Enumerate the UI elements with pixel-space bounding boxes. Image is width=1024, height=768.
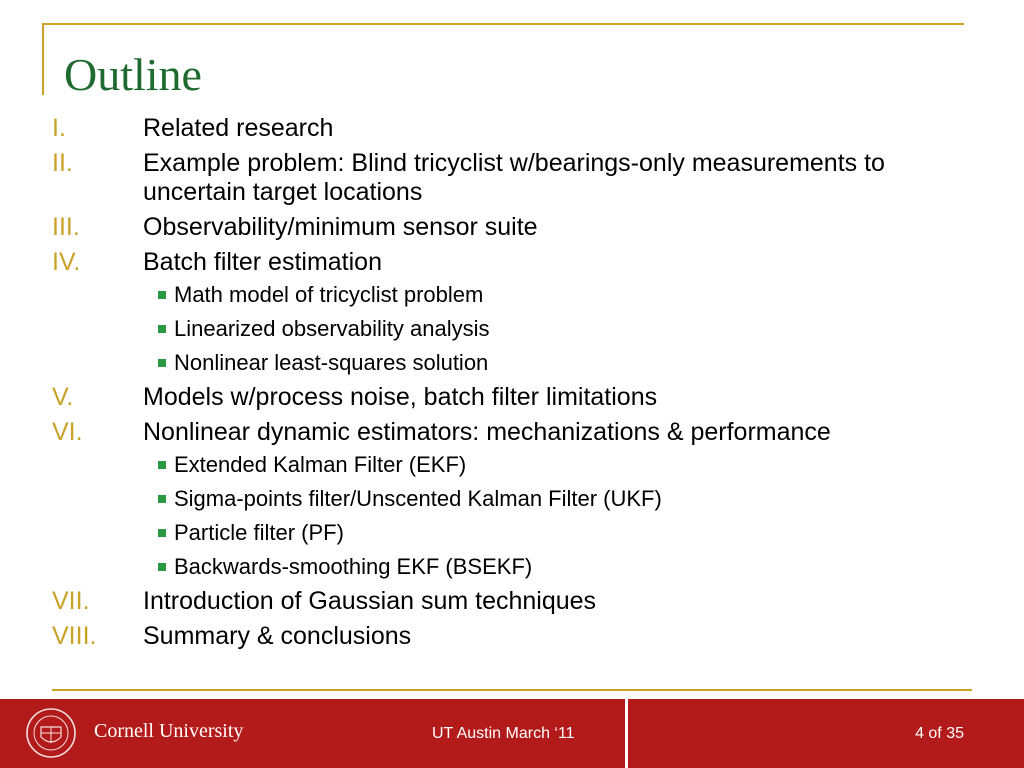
square-bullet-icon: [158, 529, 166, 537]
sub-item: [143, 349, 992, 377]
item-text: Introduction of Gaussian sum techniques: [143, 587, 597, 615]
item-numeral: III.: [52, 213, 80, 241]
sub-item: [143, 485, 992, 513]
sub-list: [143, 281, 992, 377]
sub-item: [143, 281, 992, 309]
square-bullet-icon: [158, 359, 166, 367]
outline-list: [52, 114, 992, 651]
cornell-seal-icon: [25, 707, 77, 759]
item-numeral: VIII.: [52, 622, 97, 650]
sub-item-text: Sigma-points filter/Unscented Kalman Filter (UKF): [174, 486, 662, 511]
outline-item: [52, 383, 992, 412]
outline-item: [52, 213, 992, 242]
item-numeral: IV.: [52, 248, 81, 276]
square-bullet-icon: [158, 325, 166, 333]
university-name: Cornell University: [94, 720, 244, 742]
sub-item-text: Extended Kalman Filter (EKF): [174, 452, 467, 477]
sub-list: [143, 451, 992, 581]
outline-item: [52, 622, 992, 651]
sub-item: [143, 315, 992, 343]
item-text: Summary & conclusions: [143, 622, 412, 650]
sub-item-text: Math model of tricyclist problem: [174, 282, 484, 307]
square-bullet-icon: [158, 291, 166, 299]
sub-item-text: Backwards-smoothing EKF (BSEKF): [174, 554, 533, 579]
item-numeral: V.: [52, 383, 74, 411]
item-text: Nonlinear dynamic estimators: mechanizations & performance: [143, 418, 831, 446]
footer-bar: [0, 699, 1024, 768]
outline-item: [52, 587, 992, 616]
item-text: Related research: [143, 114, 334, 142]
outline-item: [52, 114, 992, 143]
sub-item-text: Linearized observability analysis: [174, 316, 490, 341]
sub-item: [143, 519, 992, 547]
bottom-rule: [52, 689, 972, 691]
frame-left-line: [42, 23, 44, 95]
item-text: Observability/minimum sensor suite: [143, 213, 538, 241]
frame-top-line: [42, 23, 964, 25]
item-numeral: VI.: [52, 418, 83, 446]
outline-item: [52, 248, 992, 377]
item-numeral: II.: [52, 149, 73, 177]
item-numeral: VII.: [52, 587, 90, 615]
event-label: UT Austin March ‘11: [432, 725, 575, 742]
square-bullet-icon: [158, 563, 166, 571]
sub-item: [143, 553, 992, 581]
page-number: 4 of 35: [915, 725, 964, 742]
sub-item-text: Particle filter (PF): [174, 520, 344, 545]
outline-item: [52, 149, 992, 207]
item-text: Batch filter estimation: [143, 248, 382, 276]
outline-item: [52, 418, 992, 581]
sub-item: [143, 451, 992, 479]
square-bullet-icon: [158, 495, 166, 503]
slide-title: Outline: [64, 49, 202, 100]
item-numeral: I.: [52, 114, 66, 142]
item-text: Example problem: Blind tricyclist w/bearings-only measurements to uncertain target locations: [143, 149, 885, 206]
footer-divider: [625, 699, 628, 768]
item-text: Models w/process noise, batch filter limitations: [143, 383, 658, 411]
square-bullet-icon: [158, 461, 166, 469]
sub-item-text: Nonlinear least-squares solution: [174, 350, 489, 375]
